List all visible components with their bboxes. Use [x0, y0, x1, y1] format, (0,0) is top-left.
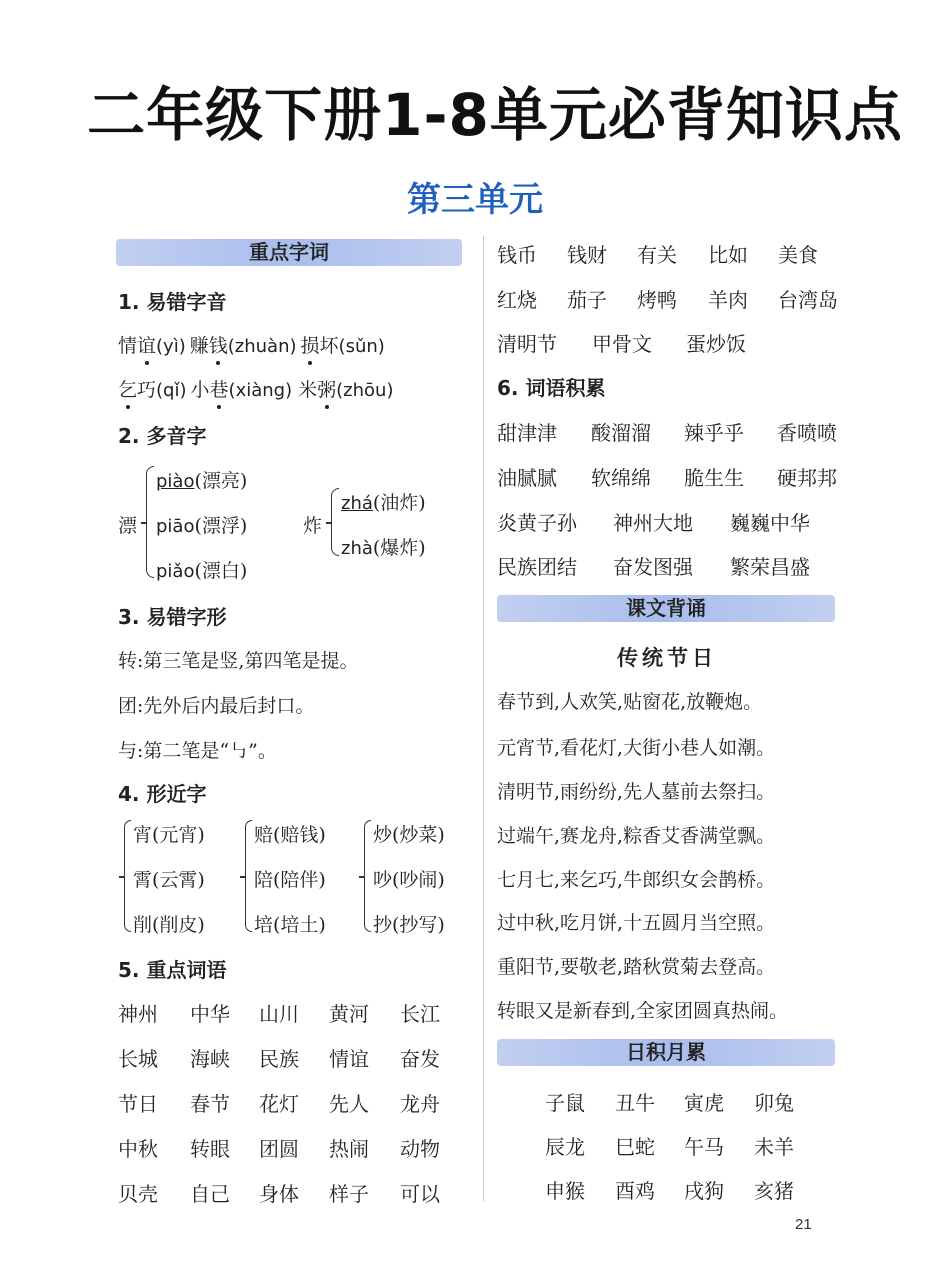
polyphonic-item: piāo(漂浮)	[156, 515, 248, 537]
brace-2	[331, 488, 339, 556]
heading-error-pronunciation: 1. 易错字音	[118, 290, 227, 314]
brace-group-3	[364, 820, 371, 932]
heading-polyphonic: 2. 多音字	[118, 424, 207, 448]
poem-line: 春节到,人欢笑,贴窗花,放鞭炮。	[497, 691, 763, 713]
pronunciation-row-2: 乞巧(qǐ) 小巷(xiàng) 米粥(zhōu)	[118, 379, 394, 401]
shape-line: 团:先外后内最后封口。	[118, 695, 315, 717]
polyphonic-item: piǎo(漂白)	[156, 560, 248, 582]
polyphonic-char-2: 炸	[303, 515, 323, 537]
similar-char: 宵(元宵)	[133, 824, 205, 846]
poem-line: 七月七,来乞巧,牛郎织女会鹊桥。	[497, 869, 776, 891]
page-number: 21	[795, 1216, 812, 1233]
brace-group-2	[245, 820, 252, 932]
heading-similar-chars: 4. 形近字	[118, 782, 207, 806]
similar-char: 吵(吵闹)	[373, 869, 445, 891]
brace-1	[146, 466, 154, 578]
polyphonic-item: zhá(油炸)	[341, 492, 426, 514]
banner-recitation: 课文背诵	[497, 595, 835, 622]
similar-char: 抄(抄写)	[373, 914, 445, 936]
similar-char: 培(培土)	[254, 914, 326, 936]
polyphonic-item: piào(漂亮)	[156, 470, 248, 492]
polyphonic-item: zhà(爆炸)	[341, 537, 426, 559]
brace-group-1	[124, 820, 131, 932]
poem-line: 重阳节,要敬老,踏秋赏菊去登高。	[497, 956, 776, 978]
shape-line: 与:第二笔是“㇉”。	[118, 740, 277, 762]
shape-line: 转:第三笔是竖,第四笔是提。	[118, 650, 359, 672]
similar-char: 赔(赔钱)	[254, 824, 326, 846]
unit-title: 第三单元	[407, 180, 543, 220]
polyphonic-char-1: 漂	[118, 515, 138, 537]
page-title: 二年级下册1-8单元必背知识点	[87, 81, 903, 149]
similar-char: 削(削皮)	[133, 914, 205, 936]
similar-char: 陪(陪伴)	[254, 869, 326, 891]
poem-line: 转眼又是新春到,全家团圆真热闹。	[497, 1000, 789, 1022]
similar-char: 霄(云霄)	[133, 869, 205, 891]
column-divider	[483, 236, 484, 1201]
poem-title: 传统节日	[617, 646, 717, 670]
poem-line: 过中秋,吃月饼,十五圆月当空照。	[497, 912, 776, 934]
heading-key-words: 5. 重点词语	[118, 958, 227, 982]
similar-char: 炒(炒菜)	[373, 824, 445, 846]
heading-error-shape: 3. 易错字形	[118, 605, 227, 629]
pronunciation-row-1: 情谊(yì) 赚钱(zhuàn) 损坏(sǔn)	[118, 335, 385, 357]
poem-line: 元宵节,看花灯,大街小巷人如潮。	[497, 737, 776, 759]
heading-word-accumulation: 6. 词语积累	[497, 376, 606, 400]
poem-line: 清明节,雨纷纷,先人墓前去祭扫。	[497, 781, 776, 803]
banner-daily-accumulation: 日积月累	[497, 1039, 835, 1066]
poem-line: 过端午,赛龙舟,粽香艾香满堂飘。	[497, 825, 776, 847]
banner-key-words: 重点字词	[116, 239, 462, 266]
